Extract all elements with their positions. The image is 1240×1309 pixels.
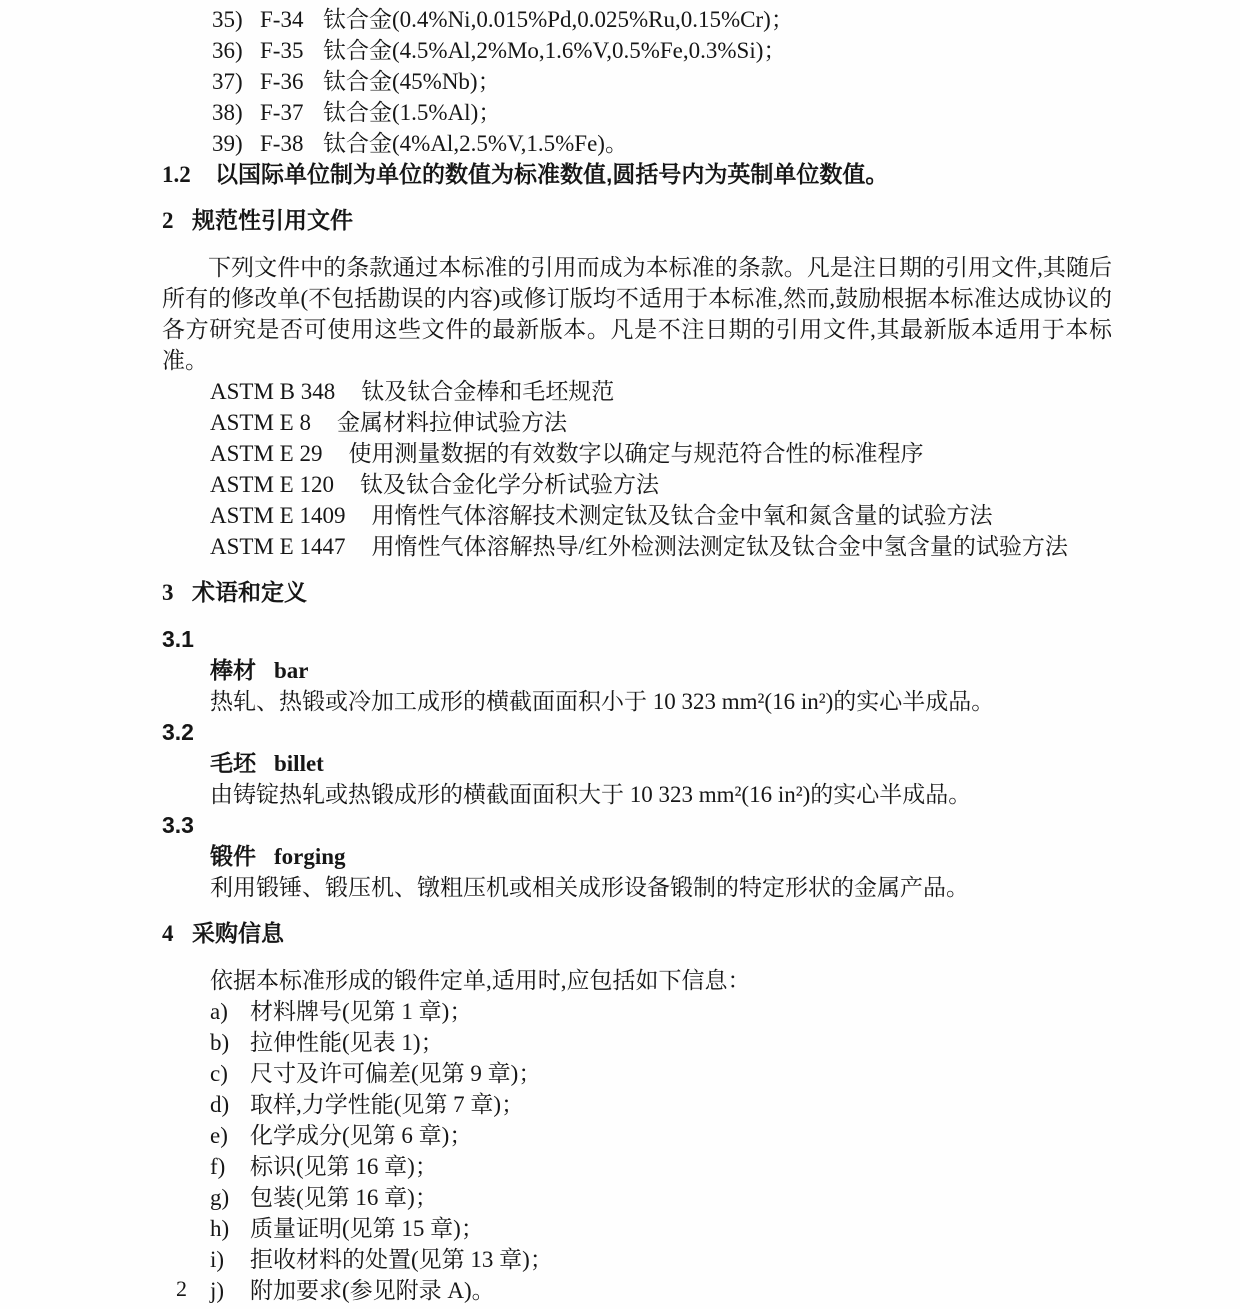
reference-code: ASTM E 29 xyxy=(210,441,323,466)
grade-code: F-38 xyxy=(260,131,304,156)
term-number: 3.2 xyxy=(162,719,194,745)
reference-code: ASTM E 1409 xyxy=(210,503,346,528)
item-letter: f) xyxy=(210,1154,226,1179)
section-title: 术语和定义 xyxy=(192,579,307,605)
item-number: 35) xyxy=(212,7,243,32)
purchase-info-item xyxy=(210,1027,1112,1058)
list-item xyxy=(212,97,1112,128)
term-definition: 由铸锭热轧或热锻成形的横截面面积大于 10 323 mm²(16 in²)的实心半成品。 xyxy=(210,782,972,807)
purchase-info-item xyxy=(210,1182,1112,1213)
item-text: 取样,力学性能(见第 7 章)； xyxy=(250,1092,525,1117)
item-number: 36) xyxy=(212,38,243,63)
item-letter: b) xyxy=(210,1030,230,1055)
section-title: 采购信息 xyxy=(192,920,284,946)
item-text: 标识(见第 16 章)； xyxy=(250,1154,438,1179)
term-definition: 热轧、热锻或冷加工成形的横截面面积小于 10 323 mm²(16 in²)的实心半成品。 xyxy=(210,689,995,714)
reference-item xyxy=(210,469,1112,500)
purchase-info-item xyxy=(210,996,1112,1027)
item-text: 拉伸性能(见表 1)； xyxy=(250,1030,444,1055)
reference-item xyxy=(210,376,1112,407)
purchase-info-item xyxy=(210,1275,1112,1306)
term-title xyxy=(162,841,1112,872)
item-number: 37) xyxy=(212,69,243,94)
reference-code: ASTM B 348 xyxy=(210,379,336,404)
term-english: bar xyxy=(274,658,309,683)
item-text: 附加要求(参见附录 A)。 xyxy=(250,1278,495,1303)
grade-code: F-35 xyxy=(260,38,304,63)
section-number: 2 xyxy=(162,208,174,233)
term-title xyxy=(162,655,1112,686)
reference-code: ASTM E 8 xyxy=(210,410,311,435)
item-number: 39) xyxy=(212,131,243,156)
item-text: 质量证明(见第 15 章)； xyxy=(250,1216,484,1241)
reference-item xyxy=(210,438,1112,469)
reference-title: 钛及钛合金化学分析试验方法 xyxy=(359,472,659,497)
reference-title: 用惰性气体溶解热导/红外检测法测定钛及钛合金中氢含量的试验方法 xyxy=(371,534,1068,559)
reference-list xyxy=(162,376,1112,562)
item-letter: a) xyxy=(210,999,228,1024)
item-letter: e) xyxy=(210,1123,228,1148)
grade-description: 钛合金(4%Al,2.5%V,1.5%Fe)。 xyxy=(323,131,628,156)
term-definition: 利用锻锤、锻压机、镦粗压机或相关成形设备锻制的特定形状的金属产品。 xyxy=(210,875,969,900)
item-letter: h) xyxy=(210,1216,230,1241)
list-item xyxy=(212,128,1112,159)
item-letter: i) xyxy=(210,1247,225,1272)
reference-code: ASTM E 120 xyxy=(210,472,334,497)
clause-text: 以国际单位制为单位的数值为标准数值,圆括号内为英制单位数值。 xyxy=(215,161,889,187)
list-item xyxy=(212,66,1112,97)
item-letter: c) xyxy=(210,1061,228,1086)
list-item xyxy=(212,35,1112,66)
term-english: forging xyxy=(274,844,346,869)
reference-title: 使用测量数据的有效数字以确定与规范符合性的标准程序 xyxy=(348,441,924,466)
purchase-info-item xyxy=(210,1120,1112,1151)
grade-code: F-36 xyxy=(260,69,304,94)
grade-description: 钛合金(0.4%Ni,0.015%Pd,0.025%Ru,0.15%Cr)； xyxy=(323,7,794,32)
reference-title: 钛及钛合金棒和毛坯规范 xyxy=(361,379,615,404)
reference-item xyxy=(210,500,1112,531)
term-3-2 xyxy=(162,717,1112,810)
term-number: 3.3 xyxy=(162,812,194,838)
item-text: 尺寸及许可偏差(见第 9 章)； xyxy=(250,1061,542,1086)
item-text: 材料牌号(见第 1 章)； xyxy=(250,999,473,1024)
purchase-info-item xyxy=(210,1213,1112,1244)
grade-description: 钛合金(45%Nb)； xyxy=(323,69,501,94)
item-letter: j) xyxy=(210,1278,225,1303)
page-content xyxy=(162,4,1112,1306)
clause-1-2 xyxy=(162,159,1112,190)
term-chinese: 锻件 xyxy=(210,843,256,869)
clause-number: 1.2 xyxy=(162,162,191,187)
purchase-info-item xyxy=(210,1089,1112,1120)
list-item xyxy=(212,4,1112,35)
item-letter: d) xyxy=(210,1092,230,1117)
term-3-1 xyxy=(162,624,1112,717)
term-chinese: 棒材 xyxy=(210,657,256,683)
section-number: 3 xyxy=(162,580,174,605)
section-3-heading xyxy=(162,577,1112,608)
purchase-info-list xyxy=(162,996,1112,1306)
section-number: 4 xyxy=(162,921,174,946)
item-text: 包装(见第 16 章)； xyxy=(250,1185,438,1210)
grade-description: 钛合金(4.5%Al,2%Mo,1.6%V,0.5%Fe,0.3%Si)； xyxy=(323,38,787,63)
term-3-3 xyxy=(162,810,1112,903)
alloy-grade-list xyxy=(162,4,1112,159)
term-english: billet xyxy=(274,751,324,776)
term-title xyxy=(162,748,1112,779)
item-text: 化学成分(见第 6 章)； xyxy=(250,1123,473,1148)
page-number: 2 xyxy=(176,1276,187,1301)
grade-code: F-34 xyxy=(260,7,304,32)
purchase-info-item xyxy=(210,1244,1112,1275)
grade-description: 钛合金(1.5%Al)； xyxy=(323,100,502,125)
reference-title: 金属材料拉伸试验方法 xyxy=(336,410,567,435)
reference-title: 用惰性气体溶解技术测定钛及钛合金中氧和氮含量的试验方法 xyxy=(371,503,993,528)
reference-item xyxy=(210,531,1112,562)
section-2-heading xyxy=(162,205,1112,236)
section-title: 规范性引用文件 xyxy=(192,207,353,233)
purchase-info-item xyxy=(210,1151,1112,1182)
reference-code: ASTM E 1447 xyxy=(210,534,346,559)
term-number: 3.1 xyxy=(162,626,194,652)
purchase-info-intro: 依据本标准形成的锻件定单,适用时,应包括如下信息： xyxy=(210,968,751,993)
normative-references-paragraph: 下列文件中的条款通过本标准的引用而成为本标准的条款。凡是注日期的引用文件,其随后所有的修改单(不包括勘误的内容)或修订版均不适用于本标准,然而,鼓励根据本标准达成协议的各方研究是否可使用这些文件的最新版本。凡是不注日期的引用文件,其最新版本适用于本标准。 xyxy=(162,255,1112,373)
item-letter: g) xyxy=(210,1185,230,1210)
term-chinese: 毛坯 xyxy=(210,750,256,776)
grade-code: F-37 xyxy=(260,100,304,125)
reference-item xyxy=(210,407,1112,438)
item-text: 拒收材料的处置(见第 13 章)； xyxy=(250,1247,553,1272)
item-number: 38) xyxy=(212,100,243,125)
purchase-info-item xyxy=(210,1058,1112,1089)
section-4-heading xyxy=(162,918,1112,949)
